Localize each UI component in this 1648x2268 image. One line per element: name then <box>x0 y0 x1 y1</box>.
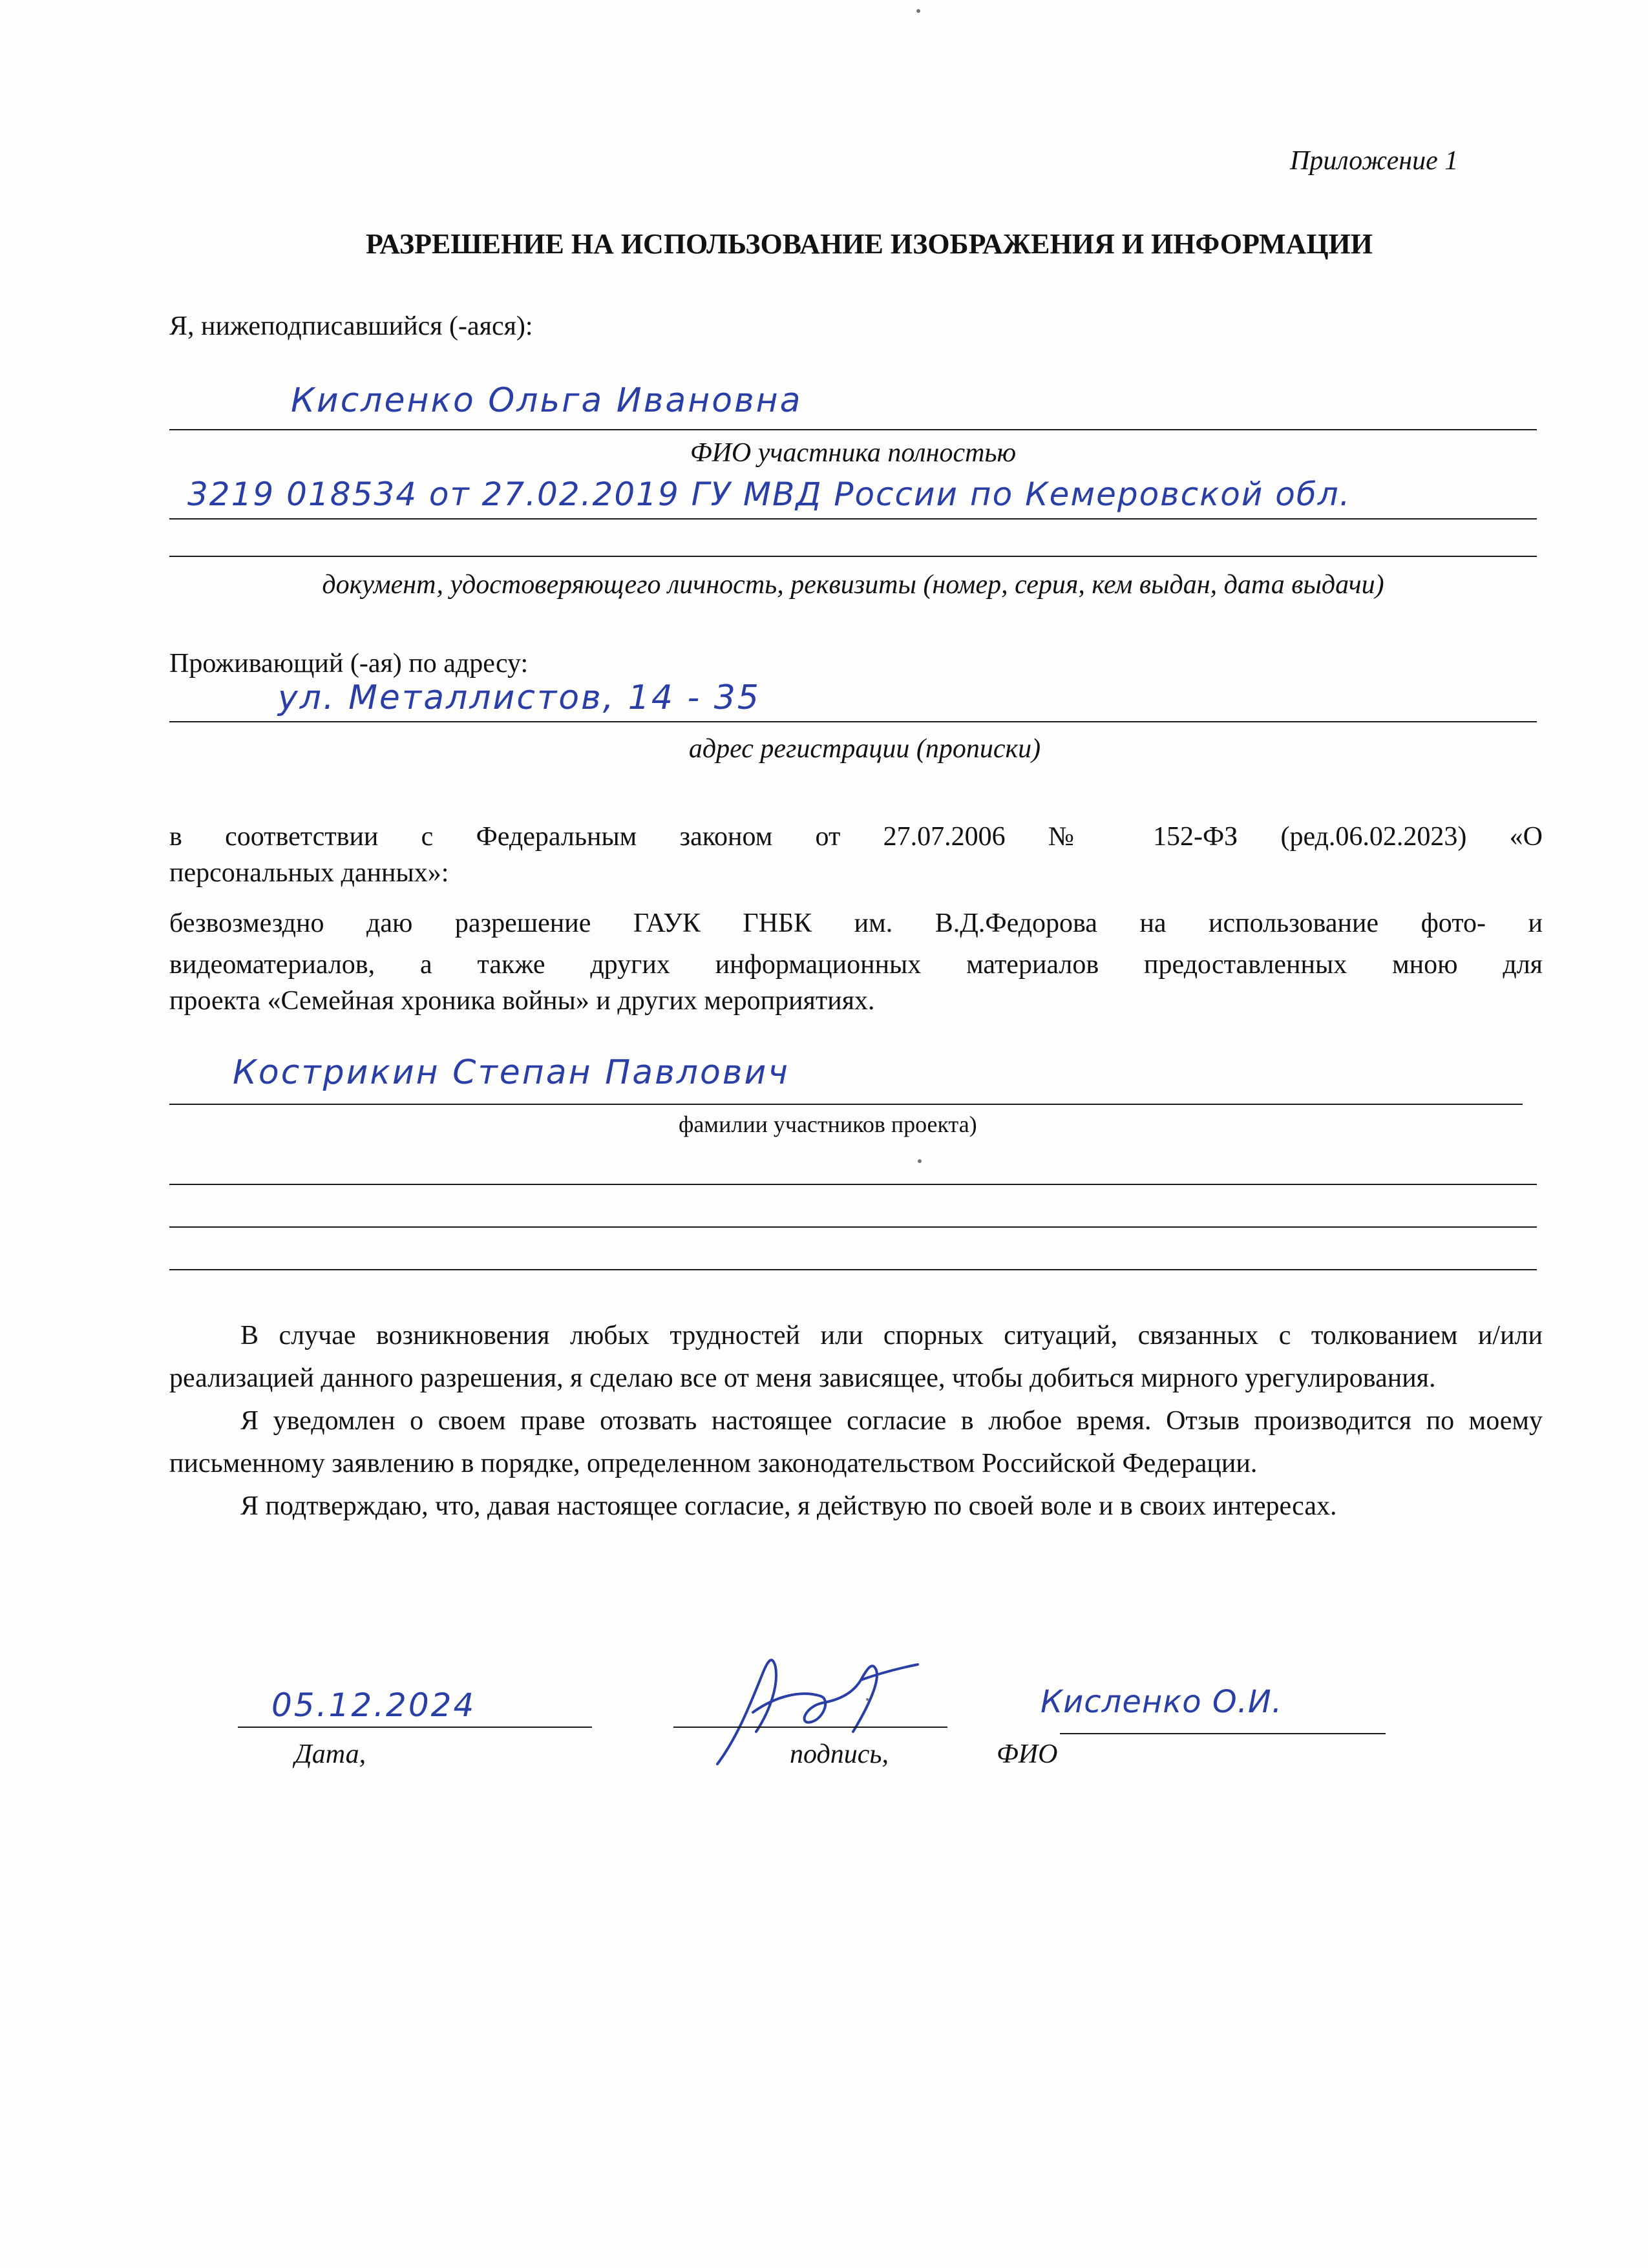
scan-speck <box>866 1698 869 1701</box>
permission-line-1: безвозмездно даю разрешение ГАУК ГНБК им. В.Д.Федорова на использование фото- и <box>169 908 1543 938</box>
fio-handwritten: Кисленко Ольга Ивановна <box>291 381 803 420</box>
appendix-label: Приложение 1 <box>1290 146 1459 176</box>
participants-extra-line-1 <box>169 1184 1537 1185</box>
law-text-line-2: персональных данных»: <box>169 858 449 888</box>
document-title: РАЗРЕШЕНИЕ НА ИСПОЛЬЗОВАНИЕ ИЗОБРАЖЕНИЯ И ИНФОРМАЦИИ <box>365 228 1373 260</box>
scan-speck <box>916 9 920 13</box>
fio-caption: ФИО участника полностью <box>690 438 1017 468</box>
intro-label: Я, нижеподписавшийся (-аяся): <box>169 311 533 341</box>
paragraph-dispute: В случае возникновения любых трудностей или спорных ситуаций, связанных с толкованием и/или реализацией данного разрешения, я сделаю все от меня зависящее, чтобы добиться мирного урегулирования. <box>169 1321 1543 1393</box>
permission-line-3: проекта «Семейная хроника войны» и других мероприятиях. <box>169 986 875 1016</box>
fio-line <box>169 429 1537 430</box>
participants-extra-line-3 <box>169 1269 1537 1270</box>
law-text-line-1: в соответствии с Федеральным законом от 27.07.2006 № 152-ФЗ (ред.06.02.2023) «О <box>169 822 1543 852</box>
participants-extra-line-2 <box>169 1226 1537 1228</box>
permission-line-2: видеоматериалов, а также других информационных материалов предоставленных мною для <box>169 950 1543 980</box>
date-caption: Дата, <box>295 1739 366 1769</box>
address-caption: адрес регистрации (прописки) <box>688 734 1041 764</box>
date-line <box>238 1727 592 1728</box>
paragraph-revocation: Я уведомлен о своем праве отозвать настоящее согласие в любое время. Отзыв производится по моему письменному заявлению в порядке, определенном законодательством Российской Федерации. <box>169 1406 1543 1478</box>
date-handwritten: 05.12.2024 <box>271 1686 476 1724</box>
document-handwritten: 3219 018534 от 27.02.2019 ГУ МВД России по Кемеровской обл. <box>187 476 1351 513</box>
document-line-1 <box>169 518 1537 520</box>
fio-signature-handwritten: Кисленко О.И. <box>1041 1684 1283 1720</box>
address-line <box>169 721 1537 722</box>
signature-line <box>673 1727 947 1728</box>
paragraph-confirmation: Я подтверждаю, что, давая настоящее согласие, я действую по своей воле и в своих интересах. <box>240 1491 1337 1521</box>
fio-signature-caption: ФИО <box>997 1739 1058 1769</box>
signature-caption: подпись, <box>790 1739 889 1769</box>
participants-handwritten: Кострикин Степан Павлович <box>233 1053 790 1092</box>
address-label: Проживающий (-ая) по адресу: <box>169 649 529 678</box>
fio-signature-line <box>1060 1733 1386 1734</box>
document-caption: документ, удостоверяющего личность, реквизиты (номер, серия, кем выдан, дата выдачи) <box>322 570 1384 600</box>
body-paragraphs <box>169 1314 1543 1528</box>
address-handwritten: ул. Металлистов, 14 - 35 <box>278 678 761 717</box>
participants-caption: фамилии участников проекта) <box>679 1111 977 1137</box>
document-line-2 <box>169 556 1537 557</box>
participants-line <box>169 1104 1523 1105</box>
scan-speck <box>918 1159 922 1163</box>
